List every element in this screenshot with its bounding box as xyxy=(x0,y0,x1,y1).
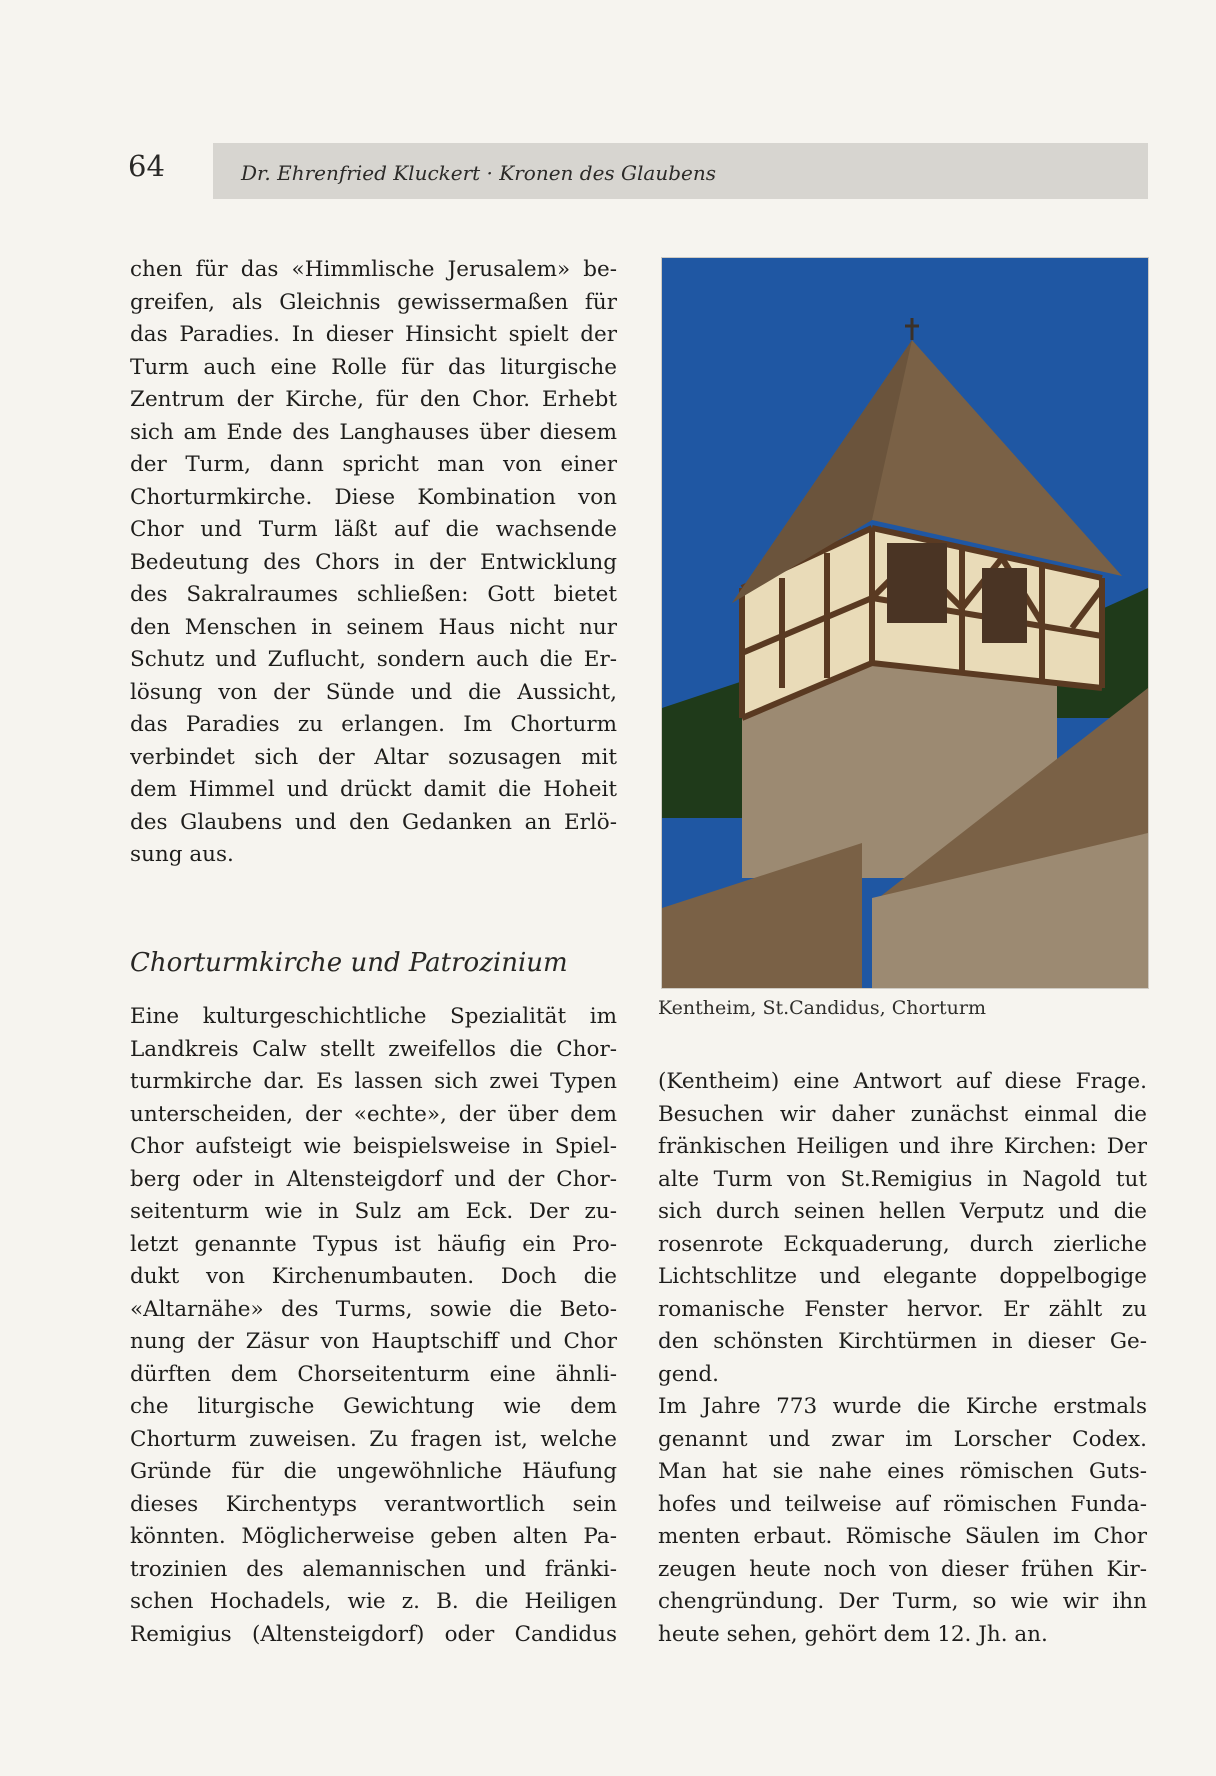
text-line: lösung von der Sünde und die Aussicht, xyxy=(130,679,617,705)
text-line: rosenrote Eckquaderung, durch zierliche xyxy=(658,1231,1147,1257)
text-line: Man hat sie nahe eines römischen Guts- xyxy=(658,1459,1147,1484)
text-line: Turm auch eine Rolle für das liturgische xyxy=(130,354,617,380)
text-line: sich durch seinen hellen Verputz und die xyxy=(658,1199,1147,1224)
text-line: turmkirche dar. Es lassen sich zwei Typen xyxy=(130,1069,617,1094)
text-line: menten erbaut. Römische Säulen im Chor xyxy=(658,1524,1147,1549)
text-line: dürften dem Chorseitenturm eine ähnli- xyxy=(130,1361,617,1387)
text-line: das Paradies. In dieser Hinsicht spielt der xyxy=(130,322,617,347)
text-line: letzt genannte Typus ist häufig ein Pro- xyxy=(130,1231,617,1257)
text-line: Bedeutung des Chors in der Entwicklung xyxy=(130,549,617,575)
text-line: gend. xyxy=(658,1361,719,1387)
text-line: fränkischen Heiligen und ihre Kirchen: Der xyxy=(658,1134,1147,1159)
church-tower-photo xyxy=(661,257,1149,989)
text-line: Im Jahre 773 wurde die Kirche erstmals xyxy=(658,1394,1147,1419)
text-line: das Paradies zu erlangen. Im Chorturm xyxy=(130,712,617,737)
text-line: Chor aufsteigt wie beispielsweise in Spiel- xyxy=(130,1134,617,1159)
text-line: greifen, als Gleichnis gewissermaßen für xyxy=(130,289,617,315)
text-line: dieses Kirchentyps verantwortlich sein xyxy=(130,1491,617,1517)
church-tower-illustration xyxy=(662,258,1148,988)
text-line: chengründung. Der Turm, so wie wir ihn xyxy=(658,1589,1147,1614)
text-line: Chorturm zuweisen. Zu fragen ist, welche xyxy=(130,1426,617,1452)
text-line: zeugen heute noch von dieser frühen Kir- xyxy=(658,1556,1147,1582)
text-line: Besuchen wir daher zunächst einmal die xyxy=(658,1101,1147,1127)
text-line: genannt und zwar im Lorscher Codex. xyxy=(658,1426,1147,1452)
text-line: alte Turm von St.Remigius in Nagold tut xyxy=(658,1166,1147,1192)
text-line: Schutz und Zuflucht, sondern auch die Er- xyxy=(130,647,617,672)
text-line: Chor und Turm läßt auf die wachsende xyxy=(130,517,617,542)
text-line: sung aus. xyxy=(130,842,234,867)
text-line: schen Hochadels, wie z. B. die Heiligen xyxy=(130,1589,617,1614)
text-line: trozinien des alemannischen und fränki- xyxy=(130,1556,617,1582)
text-line: (Kentheim) eine Antwort auf diese Frage. xyxy=(658,1069,1147,1094)
text-line: dem Himmel und drückt damit die Hoheit xyxy=(130,777,617,802)
louver-window xyxy=(887,543,947,623)
text-line: sich am Ende des Langhauses über diesem xyxy=(130,419,617,445)
text-line: Gründe für die ungewöhnliche Häufung xyxy=(130,1459,617,1484)
photo-caption: Kentheim, St.Candidus, Chorturm xyxy=(658,997,986,1019)
left-column-top-text xyxy=(130,254,617,872)
text-line: che liturgische Gewichtung wie dem xyxy=(130,1394,617,1419)
text-line: könnten. Möglicherweise geben alten Pa- xyxy=(130,1524,617,1549)
left-column-bottom-text xyxy=(130,1001,617,1651)
running-title: Dr. Ehrenfried Kluckert · Kronen des Glaubens xyxy=(241,161,716,185)
text-line: hofes und teilweise auf römischen Funda- xyxy=(658,1491,1147,1517)
text-line: Chorturmkirche. Diese Kombination von xyxy=(130,484,617,510)
text-line: unterscheiden, der «echte», der über dem xyxy=(130,1101,617,1127)
text-line: heute sehen, gehört dem 12. Jh. an. xyxy=(658,1621,1048,1647)
text-line: Landkreis Calw stellt zweifellos die Chor- xyxy=(130,1036,617,1062)
text-line: berg oder in Altensteigdorf und der Chor- xyxy=(130,1166,617,1192)
text-line: Zentrum der Kirche, für den Chor. Erhebt xyxy=(130,387,617,412)
text-line: Eine kulturgeschichtliche Spezialität im xyxy=(130,1004,617,1029)
right-column-text xyxy=(658,1066,1147,1651)
text-line: chen für das «Himmlische Jerusalem» be- xyxy=(130,257,617,282)
text-line: nung der Zäsur von Hauptschiff und Chor xyxy=(130,1329,617,1354)
text-line: der Turm, dann spricht man von einer xyxy=(130,452,617,477)
text-line: den schönsten Kirchtürmen in dieser Ge- xyxy=(658,1329,1147,1354)
louver-window xyxy=(982,568,1027,643)
text-line: Lichtschlitze und elegante doppelbogige xyxy=(658,1264,1147,1289)
text-line: «Altarnähe» des Turms, sowie die Beto- xyxy=(130,1296,617,1322)
text-line: dukt von Kirchenumbauten. Doch die xyxy=(130,1264,617,1289)
text-line: Remigius (Altensteigdorf) oder Candidus xyxy=(130,1621,617,1647)
text-line: den Menschen in seinem Haus nicht nur xyxy=(130,614,617,640)
text-line: seitenturm wie in Sulz am Eck. Der zu- xyxy=(130,1199,617,1224)
page-number: 64 xyxy=(128,149,165,183)
text-line: verbindet sich der Altar sozusagen mit xyxy=(130,744,617,770)
text-line: des Sakralraumes schließen: Gott bietet xyxy=(130,582,617,607)
running-header xyxy=(213,143,1148,199)
text-line: des Glaubens und den Gedanken an Erlö- xyxy=(130,809,617,835)
section-title: Chorturmkirche und Patrozinium xyxy=(130,948,568,978)
text-line: romanische Fenster hervor. Er zählt zu xyxy=(658,1296,1147,1322)
